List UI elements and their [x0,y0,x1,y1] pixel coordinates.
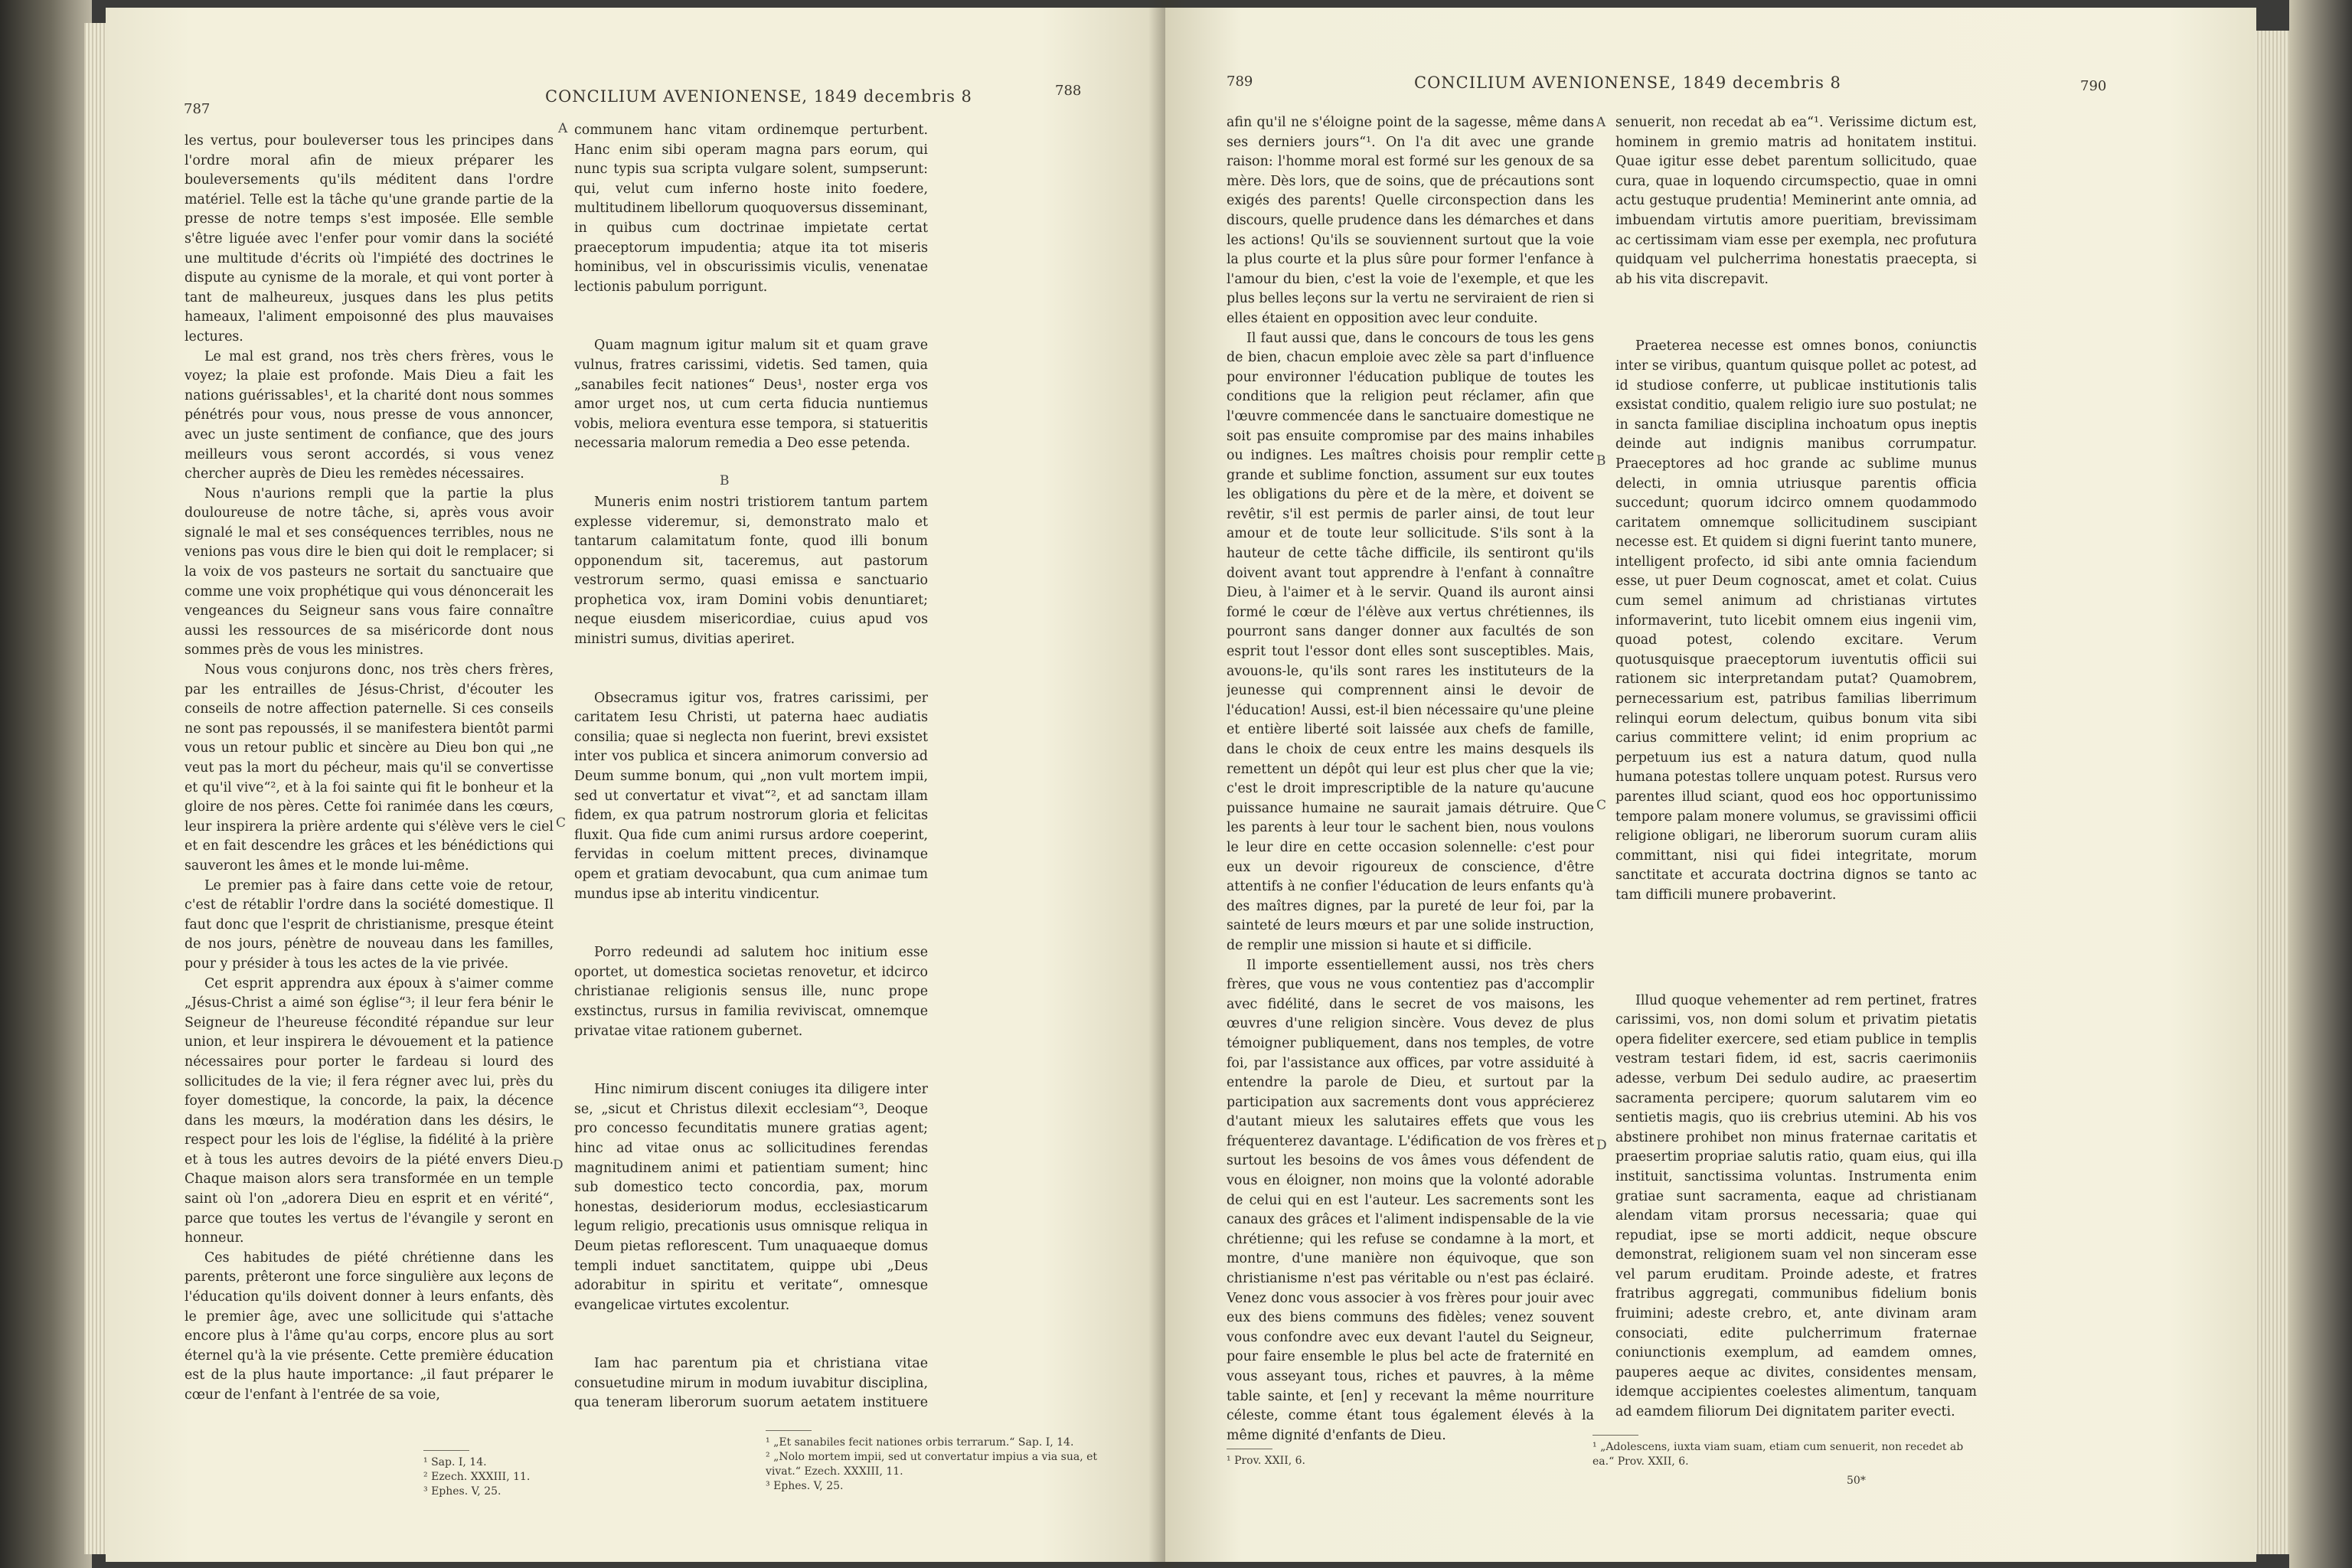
paragraph: afin qu'il ne s'éloigne point de la sagesse, même dans ses derniers jours“¹. On l'a dit avec une grande raison: l'homme moral est formé sur les genoux de sa mère. Dès lors, que de soins, que de précautions sont exigés des parents! Quelle circonspection dans les discours, quelle prudence dans les démarches et dans les actions! Qu'ils se souviennent surtout que la voie la plus courte et la plus sûre pour former l'enfance à l'amour du bien, c'est la voie de l'exemple, et que les plus belles leçons sur la vertu ne serviraient de rien si elles étaient en opposition avec leur conduite. [1227,115,1594,326]
footnotes-french [1227,1449,1456,1468]
paragraph: Porro redeundi ad salutem hoc initium esse oportet, ut domestica societas renovetur, et idcirco christianae religionis sensus ille, nunc prope exstinctus, rursus in familia reviviscat, omnemque privatae vitae rationem gubernet. [574,945,928,1039]
french-column [185,132,554,1426]
paragraph: communem hanc vitam ordinemque perturbent. Hanc enim sibi operam magna pars eorum, qui nunc typis sua scripta vulgare solent, sumpserunt: qui, velut cum inferno hoste inito foedere, multitudinem libellorum quoquoversus disseminant, in quibus cum doctrinae impietate certat praeceptorum impudentia; atque ita tot miseris hominibus, vel in obscurissimis viculis, venenatae lectionis pabulum porrigunt. [574,122,928,295]
page-stack-right [2255,31,2293,1554]
margin-marker: C [1596,798,1607,813]
margin-marker: A [1596,115,1606,130]
right-page [1165,8,2256,1562]
footnote: ² „Nolo mortem impii, sed ut convertatur impius a via sua, et vivat.“ Ezech. XXXIII, 11. [766,1451,1098,1478]
margin-marker: A [558,121,568,136]
paragraph: Le mal est grand, nos très chers frères, vous le voyez; la plaie est profonde. Mais Dieu a fait les nations guérissables¹, et la charité dont nous sommes pénétrés pour vous, nous presse de vous annoncer, avec un juste sentiment de confiance, que des jours meilleurs vous seront accordés, si vous venez chercher auprès de Dieu les remèdes nécessaires. [185,348,554,482]
margin-marker: D [1596,1138,1607,1153]
book-edge-right [2289,0,2352,1568]
paragraph: Cet esprit apprendra aux époux à s'aimer comme „Jésus-Christ a aimé son église“³; il leur fera bénir le Seigneur de l'heureuse fécondité répandue sur leur union, et leur inspirera le dévouement et la patience nécessaires pour porter le fardeau si lourd des sollicitudes de la vie; il fera régner avec lui, près du foyer domestique, la concorde, la paix, la décence dans les mœurs, la modération dans les désirs, le respect pour les lois de l'église, la fidélité à la prière et à tous les autres devoirs de la piété envers Dieu. Chaque maison alors sera transformée en un temple saint où l'on „adorera Dieu en esprit et en vérité“, parce que toutes les vertus de l'évangile y seront en honneur. [185,975,554,1246]
page-number: 788 [1055,83,1082,99]
footnote: ¹ Prov. XXII, 6. [1227,1455,1306,1467]
footnote: ¹ „Et sanabiles fecit nationes orbis terrarum.“ Sap. I, 14. [766,1436,1074,1449]
signature-mark: 50* [1847,1475,1866,1487]
french-column [1227,113,1594,1461]
running-head: CONCILIUM AVENIONENSE, 1849 decembris 8 [1414,74,1841,92]
paragraph: les vertus, pour bouleverser tous les principes dans l'ordre moral afin de mieux préparer les bouleversements qu'ils méditent dans l'ordre matériel. Telle est la tâche qu'une grande partie de la presse de notre temps s'est imposée. Elle semble s'être liguée avec l'enfer pour vomir dans la société une multitude d'écrits où l'impiété des doctrines le dispute au cynisme de la morale, et qui vont porter à tant de malheureux, jusques dans les plus petits hameaux, l'aliment empoisonné des plus mauvaises lectures. [185,133,554,345]
left-page [106,8,1168,1562]
footnote: ¹ „Adolescens, iuxta viam suam, etiam cum senuerit, non recedet ab ea.“ Prov. XXII, 6. [1592,1441,1964,1468]
paragraph: Muneris enim nostri tristiorem tantum partem explesse videremur, si, demonstrato malo et tantarum calamitatum fonte, quod illi bonum opponendum sit, taceremus, aut pastorum vestrorum sermo, quasi emissa e sanctuario prophetica vox, iram Domini vobis denuntiaret; neque eiusdem misericordiae, cuius apud vos ministri sumus, divitias aperiret. [574,494,928,648]
footnotes-french [423,1450,561,1499]
footnote: ² Ezech. XXXIII, 11. [423,1471,531,1483]
paragraph: Illud quoque vehementer ad rem pertinet, fratres carissimi, vos, non domi solum et privatim pietatis opera fideliter exercere, sed etiam publice in templis vestram testari fidem, id est, sacris caerimoniis adesse, verbum Dei sedulo audire, ac praesertim sacramenta percipere; quorum salutarem vim eo sentietis magis, quo iis crebrius utemini. Ab his vos abstinere prohibet non minus fraternae caritatis et praesertim propriae salutis ratio, quam eius, qui illa instituit, sanctissima voluntas. Instrumenta enim gratiae sunt sacramenta, eaque ad christianam alendam vitam prorsus necessaria; quae qui repudiat, ipse se morti addicit, neque obscure demonstrat, religionem suam vel non sinceram esse vel parum eruditam. Proinde adeste, et fratres fratribus aggregati, communibus fidelium bonis fruimini; adeste crebro, et, ante divinam aram consociati, edite pulcherrimum fraternae coniunctionis exemplum, ad eamdem omnes, pauperes aeque ac divites, considentes mensam, idemque accipientes coelestes alimentum, tanquam ad eamdem filiorum Dei dignitatem pariter evecti. [1615,992,1977,1420]
footnote: ³ Ephes. V, 25. [766,1480,844,1492]
page-number: 790 [2080,78,2107,94]
paragraph: Il faut aussi que, dans le concours de tous les gens de bien, chacun emploie avec zèle sa part d'influence pour environner l'éducation publique de toutes les conditions que la religion peut réclamer, afin que l'œuvre commencée dans le sanctuaire domestique ne soit pas ensuite compromise par des mains inhabiles ou indignes. Les maîtres choisis pour remplir cette grande et sublime fonction, assument sur eux toutes les obligations du père et de la mère, et doivent se revêtir, s'il est permis de parler ainsi, de tout leur amour et de toute leur sollicitude. S'ils sont à la hauteur de cette tâche difficile, ils sentiront qu'ils doivent avant tout apprendre à l'enfant à connaître Dieu, à l'aimer et à le servir. Quand ils auront ainsi formé le cœur de l'élève aux vertus chrétiennes, ils pourront sans danger donner aux facultés de son esprit tout l'essor dont elles sont susceptibles. Mais, avouons-le, qu'ils sont rares les instituteurs de la jeunesse qui comprennent ainsi le devoir de l'éducation! Aussi, est-il bien nécessaire qu'une pleine et entière liberté soit laissée aux chefs de famille, dans le choix de ceux entre les mains desquels ils remettent un dépôt qui leur est plus cher que la vie; c'est le droit imprescriptible de la nature qu'aucune puissance humaine ne saurait jamais détruire. Que les parents à leur tour le sachent bien, nous voulons le leur dire en cette occasion solennelle: c'est pour eux un devoir rigoureux de conscience, d'être attentifs à ne confier l'éducation de leurs enfants qu'à des maîtres dignes, par la pureté de leur foi, par la sainteté de leurs mœurs et par une solide instruction, de remplir une mission si haute et si difficile. [1227,330,1594,953]
paragraph: senuerit, non recedat ab ea“¹. Verissime dictum est, hominem in gremio matris ad honitatem institui. Quae igitur esse debet parentum sollicitudo, quae cura, quae in loquendo circumspectio, quae in omni actu gestuque prudentia! Meminerint ante omnia, ad imbuendam virtutis amore pueritiam, brevissimam ac certissimam viam esse per exempla, nec profutura quidquam vel pulcherrima honestatis praecepta, si ab his vita discrepavit. [1615,115,1977,287]
margin-marker: B [720,473,730,488]
page-stack-left [84,23,107,1554]
paragraph: Praeterea necesse est omnes bonos, coniunctis inter se viribus, quantum quisque pollet ac potest, ad id studiose conferre, ut publicae institutionis talis exsistat conditio, qualem religio iure suo postulat; ne in sancta familiae disciplina inchoatum opus ineptis deinde aut indignis manibus corrumpatur. Praeceptores ad hoc grande ac sublime munus delecti, in omnia utriusque parentis officia succedunt; quorum idcirco omnem quodammodo caritatem omnemque sollicitudinem suscipiant necesse est. Et quidem si digni fuerint tanto munere, intelligent profecto, id sibi ante omnia faciendum esse, ut puer Deum cognoscat, amet et colat. Cuius cum semel animum ad christianas virtutes informaverint, tuto licebit omnem eius ingenii vim, quoad potest, colendo excitare. Verum quotusquisque praeceptorum iuventutis officii sui rationem sic interpretandam putat? Quamobrem, pernecessarium est, patribus familias liberrimum relinqui eorum delectum, quibus bonum vita sibi carius committere velint; id enim proprium ac perpetuum ius est a natura datum, quod nulla humana potestas tollere unquam potest. Rursus vero parentes illud sciant, quod eos hoc opportunissimo tempore palam monere volumus, se gravissimi officii religione obligari, ne liberorum suorum curam aliis committant, nisi qui fidei integritate, morum sanctitate et accurata doctrina dignos se tanto ac tam difficili munere probaverint. [1615,338,1977,903]
margin-marker: D [553,1158,564,1173]
book-edge-left [0,0,92,1568]
latin-column [574,121,928,1415]
latin-column [1615,113,1977,1461]
paragraph: Iam hac parentum pia et christiana vitae consuetudine mirum in modum iuvabitur disciplina, qua teneram liberorum suorum aetatem instituere [574,1356,928,1411]
paragraph: Ces habitudes de piété chrétienne dans les parents, prêteront une force singulière aux leçons de l'éducation qu'ils doivent donner à leurs enfants, dès le premier âge, avec une sollicitude qui s'attache encore plus à l'âme qu'au corps, encore plus au sort éternel qu'à la vie présente. Cette première éducation est de la plus haute importance: „il faut préparer le cœur de l'enfant à l'entrée de sa voie, [185,1250,554,1403]
paragraph: Obsecramus igitur vos, fratres carissimi, per caritatem Iesu Christi, ut paterna haec audiatis consilia; quae si neglecta non fuerint, brevi exsistet inter vos publica et sincera animorum conversio ad Deum summe bonum, qui „non vult mortem impii, sed ut convertatur et vivat“², et ad sanctam illam fidem, ex qua patrum nostrorum gloria et felicitas fluxit. Qua fide cum animi rursus ardore coeperint, fervidas in coelum mittent preces, divinamque opem et gratiam devocabunt, qua cum animae tum mundus ipse ab interitu vindicentur. [574,690,928,902]
paragraph: Quam magnum igitur malum sit et quam grave vulnus, fratres carissimi, videtis. Sed tamen, quia „sanabiles fecit nationes“ Deus¹, noster erga vos amor urget nos, ut cum certa fiducia nuntiemus vobis, meliora eventura esse tempora, si statueritis necessaria malorum remedia a Deo esse petenda. [574,338,928,452]
paragraph: Nous n'aurions rempli que la partie la plus douloureuse de notre tâche, si, après vous avoir signalé le mal et ses conséquences terribles, nous ne venions pas vous dire le bien qui doit le remplacer; si la voix de vos pasteurs ne sortait du sanctuaire que comme une voix prophétique qui vous dénoncerait les vengeances du Seigneur sans vous faire connaître aussi les ressources de sa miséricorde dont nous sommes près de vous les ministres. [185,485,554,658]
paragraph: Il importe essentiellement aussi, nos très chers frères, que vous ne vous contentiez pas d'accomplir avec fidélité, dans le secret de vos maisons, les œuvres d'une religion sincère. Vous devez de plus témoigner publiquement, dans nos temples, de votre foi, par l'assistance aux offices, par votre assiduité à entendre la parole de Dieu, et surtout par la participation aux sacrements dont vous apprécierez d'autant mieux les salutaires effets que vous les fréquenterez davantage. L'édification de vos frères et surtout les besoins de vos âmes vous défendent de vous en éloigner, non moins que la volonté adorable de celui qui en est l'auteur. Les sacrements sont les canaux des grâces et l'aliment indispensable de la vie chrétienne; qui les refuse se condamne à la mort, et montre, d'une manière non équivoque, que son christianisme n'est pas véritable ou n'est pas éclairé. Venez donc vous associer à vos frères pour jouir avec eux des biens communs des fidèles; venez souvent vous confondre avec eux devant l'autel du Seigneur, pour faire ensemble le plus bel acte de fraternité en vous asseyant tous, riches et pauvres, à la même table sainte, et [en] y recevant la même nourriture céleste, comme étant tous également élevés à la même dignité d'enfants de Dieu. [1227,957,1594,1443]
running-head: CONCILIUM AVENIONENSE, 1849 decembris 8 [545,87,972,106]
paragraph: Le premier pas à faire dans cette voie de retour, c'est de rétablir l'ordre dans la société domestique. Il faut donc que l'esprit de christianisme, presque éteint de nos jours, pénètre de nouveau dans les familles, pour y présider à tous les actes de la vie privée. [185,877,554,972]
footnotes-latin [1592,1435,1975,1469]
margin-marker: B [1596,453,1606,469]
paragraph: Nous vous conjurons donc, nos très chers frères, par les entrailles de Jésus-Christ, d'écouter les conseils de notre affection paternelle. Si ces conseils ne sont pas repoussés, il se manifestera bientôt parmi vous un retour public et sincère au Dieu bon qui „ne veut pas la mort du pécheur, mais qu'il se convertisse et qu'il vive“², et à la foi sainte qui fit le bonheur et la gloire de nos pères. Cette foi ranimée dans les cœurs, leur inspirera la prière ardente qui s'élève vers le ciel et en fait descendre les grâces et les bénédictions qui sauveront les âmes et le monde lui-même. [185,662,554,874]
margin-marker: C [556,815,567,831]
footnotes-latin [766,1430,1118,1494]
page-number: 787 [184,101,211,117]
page-number: 789 [1227,74,1253,90]
footnote: ¹ Sap. I, 14. [423,1456,487,1468]
paragraph: Hinc nimirum discent coniuges ita diligere inter se, „sicut et Christus dilexit ecclesiam“³, Deoque pro concesso fecunditatis munere gratias agent; hinc ad vitae onus ac sollicitudines ferendas magnitudinem animi et patientiam sument; hinc sub domestico tecto concordia, pax, morum honestas, desideriorum modus, ecclesiasticarum legum religio, precationis usus omnisque reliqua in Deum pietas reflorescent. Tum unaquaeque domus templi induet sanctitatem, quippe ubi „Deus adorabitur in spiritu et veritate“, omnesque evangelicae virtutes excolentur. [574,1082,928,1313]
footnote: ³ Ephes. V, 25. [423,1485,501,1498]
